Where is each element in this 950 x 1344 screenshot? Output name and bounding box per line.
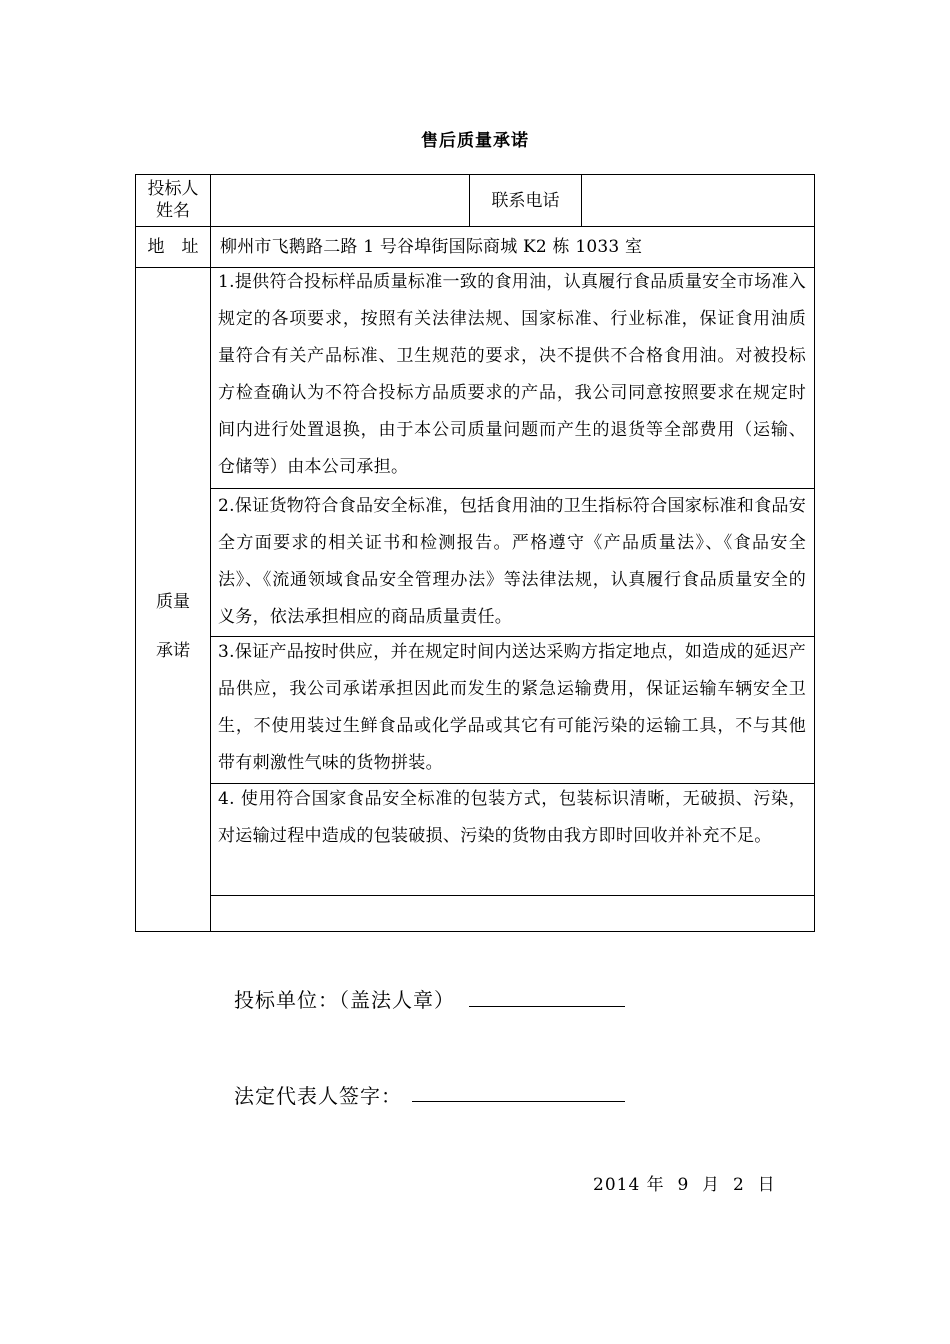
bidder-name-label	[136, 178, 210, 222]
commitment-item-2: 2.保证货物符合食品安全标准，包括食用油的卫生指标符合国家标准和食品安全方面要求的相关证书和检测报告。严格遵守《产品质量法》、《食品安全法》、《流通领域食品安全管理办法》等法律法规，认真履行食品质量安全的义务，依法承担相应的商品质量责任。	[218, 496, 806, 627]
date-month: 9	[677, 1175, 690, 1195]
commitment-item-1: 1.提供符合投标样品质量标准一致的食用油，认真履行食品质量安全市场准入规定的各项要求，按照有关法律法规、国家标准、行业标准，保证食用油质量符合有关产品标准、卫生规范的要求，决不提供不合格食用油。对被投标方检查确认为不符合投标方品质要求的产品，我公司同意按照要求在规定时间内进行处置退换，由于本公司质量问题而产生的退货等全部费用（运输、仓储等）由本公司承担。	[218, 272, 806, 477]
address-value: 柳州市飞鹅路二路 1 号谷埠街国际商城 K2 栋 1033 室	[220, 237, 643, 257]
bidder-name-label-line2: 姓名	[156, 201, 190, 221]
commitment-label-line2: 承诺	[156, 641, 190, 661]
document-title: 售后质量承诺	[421, 131, 529, 151]
commitment-item-3: 3.保证产品按时供应，并在规定时间内送达采购方指定地点，如造成的延迟产品供应，我公司承诺承担因此而发生的紧急运输费用，保证运输车辆安全卫生，不使用装过生鲜食品或化学品或其它有可能污染的运输工具，不与其他带有刺激性气味的货物拼装。	[218, 642, 806, 773]
date-year: 2014	[593, 1175, 641, 1195]
legal-rep-signature-line[interactable]	[412, 1101, 625, 1102]
commitment-label-line1: 质量	[156, 592, 190, 612]
table-divider	[210, 174, 211, 932]
document-date	[593, 1170, 776, 1195]
table-divider	[135, 226, 815, 227]
date-day-unit: 日	[757, 1175, 776, 1195]
phone-label: 联系电话	[491, 191, 560, 211]
bidder-unit-label: 投标单位：（盖法人章）	[234, 988, 455, 1012]
table-divider	[581, 174, 582, 226]
date-day: 2	[732, 1175, 745, 1195]
table-divider	[210, 895, 815, 896]
date-year-unit: 年	[646, 1175, 665, 1195]
bidder-name-label-line1: 投标人	[147, 179, 199, 199]
date-month-unit: 月	[702, 1175, 721, 1195]
commitment-item-4: 4. 使用符合国家食品安全标准的包装方式，包装标识清晰，无破损、污染，对运输过程中造成的包装破损、污染的货物由我方即时回收并补充不足。	[218, 789, 806, 846]
legal-rep-label: 法定代表人签字：	[234, 1084, 402, 1108]
address-label: 地 址	[147, 237, 199, 257]
bidder-unit-signature-line[interactable]	[469, 1006, 625, 1007]
